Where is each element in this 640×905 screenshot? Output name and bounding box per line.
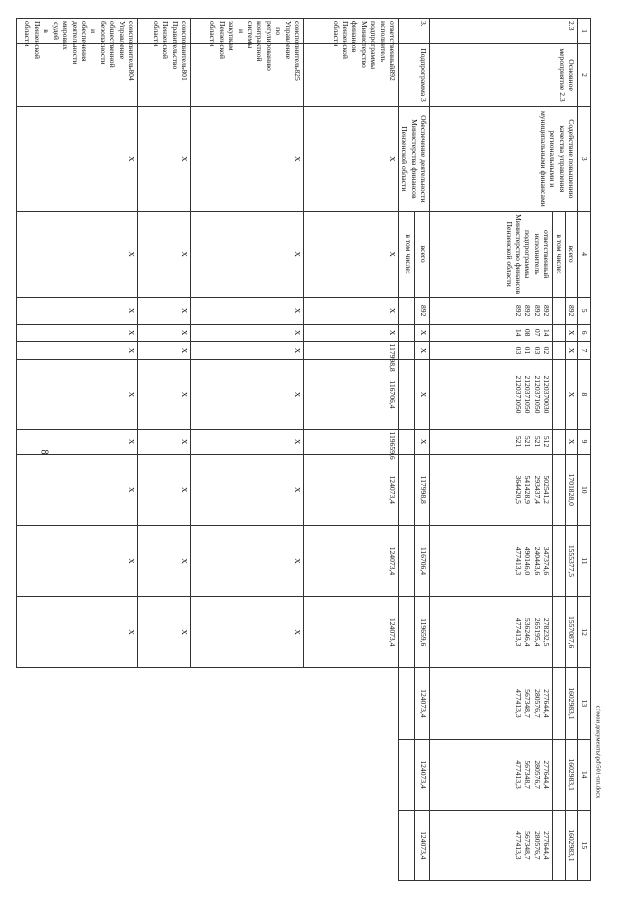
cell-value: 477413,3 (513, 617, 523, 647)
cell: 804 (16, 44, 137, 107)
cell: 124073,4 (303, 454, 398, 525)
cell-value: 567348,7 (523, 831, 533, 860)
cell: Х (303, 324, 398, 341)
cell-value: 277644,4 (542, 760, 552, 789)
cell: 117998,8 (303, 341, 398, 360)
cell-value: 892 (542, 304, 552, 317)
cell (430, 810, 553, 880)
cell-value: 2120371050 (532, 375, 542, 414)
cell: 1555377,5 (565, 525, 577, 596)
column-number: 5 (578, 297, 591, 324)
cell: Х (414, 324, 430, 341)
column-number: 13 (578, 668, 591, 739)
cell: Х (16, 597, 137, 668)
cell: Х (16, 360, 137, 429)
cell-value: 364420,5 (513, 475, 523, 504)
subprogram-desc: Обеспечение деятельности Министерства финансов Пензенской области (398, 106, 429, 211)
cell: Х (190, 429, 303, 454)
cell: 116706,4 (303, 360, 398, 429)
cell (430, 739, 553, 810)
column-number: 8 (578, 360, 591, 429)
event-name: Основное мероприятие 2.3 (430, 44, 578, 107)
column-number: 7 (578, 341, 591, 360)
cell: 1602983,1 (565, 739, 577, 810)
cell: Х (137, 297, 190, 324)
cell: Х (565, 324, 577, 341)
cell-value: 502541,2 (542, 475, 552, 504)
cell-value: 265195,4 (532, 617, 542, 647)
column-number: 2 (578, 44, 591, 107)
table-row (565, 19, 577, 881)
cell: Х (565, 429, 577, 454)
cell-value: 490146,0 (523, 546, 533, 576)
footer-path: c:\мои документы\рd\501-пп.docx (594, 705, 602, 799)
cell-value: 477413,3 (513, 546, 523, 576)
column-number: 14 (578, 739, 591, 810)
cell: Х (303, 297, 398, 324)
column-number: 11 (578, 525, 591, 596)
cell: Х (137, 360, 190, 429)
table-row (137, 19, 190, 881)
table-row (414, 19, 430, 881)
cell: Х (137, 106, 190, 211)
cell: Х (137, 211, 190, 297)
cell-value: 277644,4 (542, 831, 552, 860)
column-number: 10 (578, 454, 591, 525)
budget-table (16, 18, 591, 881)
cell-value: 512 (542, 435, 552, 448)
cell-value: 521 (532, 435, 542, 448)
cell: Х (190, 341, 303, 360)
cell-value: 277644,4 (542, 689, 552, 718)
cell: Х (414, 429, 430, 454)
cell (430, 454, 553, 525)
cell: Х (16, 324, 137, 341)
incl-label: в том числе: (398, 211, 414, 297)
column-number: 4 (578, 211, 591, 297)
cell-value: 536246,4 (523, 617, 533, 647)
column-number: 9 (578, 429, 591, 454)
cell: Х (190, 324, 303, 341)
cell-value: 2120371050 (523, 375, 533, 414)
cell-value: 14 (513, 328, 523, 337)
cell-value: 567348,7 (523, 689, 533, 718)
table-row (190, 19, 303, 881)
cell-value: 2120370030 (542, 375, 552, 414)
column-number: 12 (578, 597, 591, 668)
cell (430, 597, 553, 668)
incl-label: в том числе: (553, 211, 565, 297)
cell: Х (565, 360, 577, 429)
cell: 119659,6 (414, 597, 430, 668)
cell (430, 341, 553, 360)
cell: Х (190, 211, 303, 297)
cell-value: 477413,3 (513, 689, 523, 718)
rotated-table-area (23, 18, 591, 881)
cell-value: 521 (523, 435, 533, 448)
cell: Х (565, 341, 577, 360)
cell-value: 892 (532, 304, 542, 317)
cell: Х (137, 597, 190, 668)
cell: Х (16, 454, 137, 525)
cell: 1602983,1 (565, 810, 577, 880)
cell-value: 02 (542, 346, 552, 355)
subprogram-name: Подпрограмма 3 (398, 44, 429, 107)
cell-value: 347374,6 (542, 546, 552, 576)
column-number: 3 (578, 106, 591, 211)
cell: Х (303, 106, 398, 211)
cell: Х (137, 429, 190, 454)
cell: Х (303, 211, 398, 297)
cell-value: 240443,6 (532, 546, 542, 576)
cell: 892 (414, 297, 430, 324)
cell: 1701828,0 (565, 454, 577, 525)
cell-value: 03 (513, 346, 523, 355)
cell (430, 360, 553, 429)
cell: 117998,8 (414, 454, 430, 525)
cell-value: 892 (513, 304, 523, 317)
table-row (303, 19, 398, 881)
cell: Х (190, 360, 303, 429)
column-number: 1 (578, 19, 591, 44)
cell: Х (190, 106, 303, 211)
cell: 892 (303, 44, 398, 107)
cell: Х (137, 324, 190, 341)
cell-value: 892 (523, 304, 533, 317)
cell: 124073,4 (414, 739, 430, 810)
row-no: 2.3 (430, 19, 578, 44)
row-no: 3. (398, 19, 429, 44)
executor-label: соисполнитель Управление по регулированию контрактной системы и закупкам Пензенской области (190, 19, 303, 44)
cell: Х (16, 297, 137, 324)
cell: 119659,6 (303, 429, 398, 454)
page-number: 8 (38, 449, 50, 455)
cell-value: 477413,3 (513, 760, 523, 789)
total-label: всего (565, 211, 577, 297)
resp-label: ответственный исполнитель подпрограммы Министерство финансов Пензенской области (430, 211, 553, 297)
cell: Х (414, 341, 430, 360)
executor-label: соисполнитель Правительство Пензенской области (137, 19, 190, 44)
cell-value: 280576,7 (532, 760, 542, 789)
table-row (16, 19, 137, 881)
cell (430, 429, 553, 454)
cell-value: 14 (542, 328, 552, 337)
cell (430, 324, 553, 341)
cell: Х (137, 454, 190, 525)
event-desc: Содействие повышению качества управления региональными и муниципальными финансами (430, 106, 578, 211)
cell (430, 297, 553, 324)
column-number: 6 (578, 324, 591, 341)
cell-value: 541428,9 (523, 475, 533, 504)
cell: 124073,4 (303, 597, 398, 668)
cell: Х (190, 297, 303, 324)
cell-value: 01 (523, 346, 533, 355)
cell: Х (16, 341, 137, 360)
cell-value: 293437,4 (532, 475, 542, 504)
cell: 1602983,1 (565, 668, 577, 739)
cell: Х (190, 525, 303, 596)
column-number-row (578, 19, 591, 881)
cell: Х (16, 106, 137, 211)
cell-value: 280576,7 (532, 831, 542, 860)
cell: 124073,4 (414, 668, 430, 739)
cell-value: 08 (523, 328, 533, 337)
cell-value: 07 (532, 328, 542, 337)
cell: Х (414, 360, 430, 429)
cell-value: 278232,5 (542, 617, 552, 647)
cell-value: 521 (513, 435, 523, 448)
cell-value: 2120371050 (513, 375, 523, 414)
cell-value: 03 (532, 346, 542, 355)
cell: 116706,4 (414, 525, 430, 596)
total-label: всего (414, 211, 430, 297)
cell: Х (137, 341, 190, 360)
cell: Х (16, 525, 137, 596)
cell: Х (190, 597, 303, 668)
cell: 124073,4 (414, 810, 430, 880)
executor-label: соисполнитель Управление обшественной безопасности и обеспечения деятельности мировых судей в Пензенской области (16, 19, 137, 44)
cell: Х (137, 525, 190, 596)
cell: Х (16, 429, 137, 454)
cell-value: 477413,3 (513, 831, 523, 860)
cell: 1557087,6 (565, 597, 577, 668)
cell (430, 668, 553, 739)
cell: 825 (190, 44, 303, 107)
cell-value: 567348,7 (523, 760, 533, 789)
cell (430, 525, 553, 596)
cell: 892 (565, 297, 577, 324)
cell: 801 (137, 44, 190, 107)
column-number: 15 (578, 810, 591, 880)
cell: Х (190, 454, 303, 525)
executor-label: ответственный исполнитель подпрограммы Министерство финансов Пензенской области (303, 19, 398, 44)
cell: Х (16, 211, 137, 297)
cell: 124073,4 (303, 525, 398, 596)
cell-value: 280576,7 (532, 689, 542, 718)
